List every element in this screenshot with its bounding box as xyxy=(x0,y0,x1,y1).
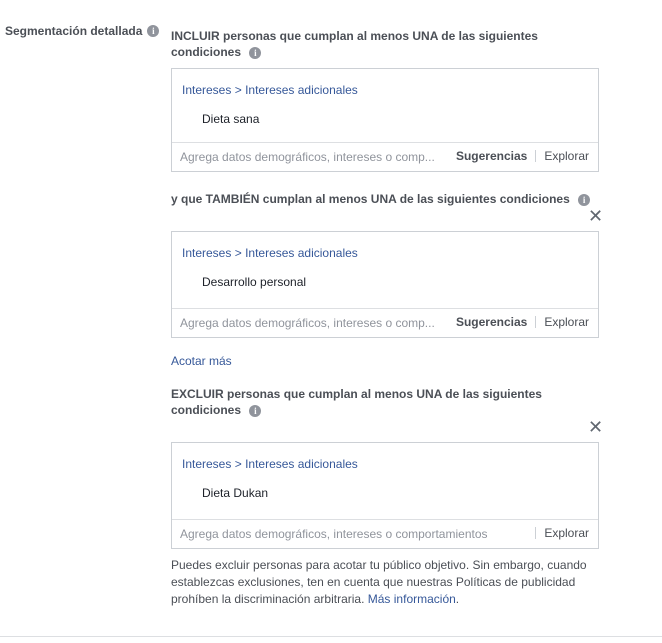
exclude-box xyxy=(171,442,599,549)
include-breadcrumb xyxy=(182,83,358,97)
include-title xyxy=(171,28,571,60)
info-icon[interactable]: i xyxy=(249,405,261,417)
narrow-title xyxy=(171,191,601,207)
explore-button[interactable]: Explorar xyxy=(544,315,589,329)
crumb-separator: > xyxy=(234,83,242,97)
exclude-actions xyxy=(527,526,589,540)
more-info-link[interactable]: Más información xyxy=(367,592,456,606)
exclusion-note-text: Puedes excluir personas para acotar tu público objetivo. Sin embargo, cuando establezcas exclusiones, ten en cuenta que nuestras Políticas de publicidad prohíben la discriminación arbitraria. xyxy=(171,558,587,606)
info-icon[interactable]: i xyxy=(249,47,261,59)
narrow-breadcrumb xyxy=(182,246,358,260)
include-box xyxy=(171,68,599,172)
narrow-selected-item: Desarrollo personal xyxy=(202,275,307,289)
suggestions-button[interactable]: Sugerencias xyxy=(455,149,528,163)
narrow-more-link[interactable]: Acotar más xyxy=(171,354,232,368)
section-divider xyxy=(0,636,662,637)
exclude-title-line1: EXCLUIR personas que cumplan al menos UNA de las siguientes xyxy=(171,387,542,401)
narrow-title-text: y que TAMBIÉN cumplan al menos UNA de las siguientes condiciones xyxy=(171,192,570,206)
crumb-interests[interactable]: Intereses xyxy=(182,246,232,260)
info-icon[interactable]: i xyxy=(147,25,159,37)
exclude-selected-item: Dieta Dukan xyxy=(202,486,269,500)
exclude-title-line2: condiciones xyxy=(171,403,242,417)
close-icon[interactable]: ✕ xyxy=(588,417,604,437)
crumb-additional-interests[interactable]: Intereses adicionales xyxy=(245,457,358,471)
exclude-breadcrumb xyxy=(182,457,358,471)
include-selected-item: Dieta sana xyxy=(202,112,260,126)
include-input-row xyxy=(172,142,598,171)
include-search-input[interactable]: Agrega datos demográficos, intereses o comp... xyxy=(180,150,435,164)
exclusion-note xyxy=(171,557,591,608)
exclusion-note-end: . xyxy=(455,592,460,606)
exclude-search-input[interactable]: Agrega datos demográficos, intereses o comportamientos xyxy=(180,527,488,541)
suggestions-button[interactable]: Sugerencias xyxy=(455,315,528,329)
detailed-targeting-text: Segmentación detallada xyxy=(5,24,143,38)
divider xyxy=(535,527,536,539)
include-title-line2: condiciones xyxy=(171,45,242,59)
divider xyxy=(535,316,536,328)
crumb-interests[interactable]: Intereses xyxy=(182,83,232,97)
narrow-box xyxy=(171,231,599,338)
explore-button[interactable]: Explorar xyxy=(544,149,589,163)
include-title-line1: INCLUIR personas que cumplan al menos UNA de las siguientes xyxy=(171,29,538,43)
narrow-input-row xyxy=(172,308,598,337)
exclude-input-row xyxy=(172,519,598,548)
narrow-actions xyxy=(456,315,589,329)
crumb-separator: > xyxy=(234,457,242,471)
explore-button[interactable]: Explorar xyxy=(544,526,589,540)
include-actions xyxy=(456,149,589,163)
crumb-interests[interactable]: Intereses xyxy=(182,457,232,471)
crumb-additional-interests[interactable]: Intereses adicionales xyxy=(245,246,358,260)
close-icon[interactable]: ✕ xyxy=(588,206,604,226)
exclude-title xyxy=(171,386,571,418)
crumb-additional-interests[interactable]: Intereses adicionales xyxy=(245,83,358,97)
divider xyxy=(535,150,536,162)
narrow-search-input[interactable]: Agrega datos demográficos, intereses o comp... xyxy=(180,316,435,330)
detailed-targeting-label xyxy=(5,24,159,38)
info-icon[interactable]: i xyxy=(578,194,590,206)
crumb-separator: > xyxy=(234,246,242,260)
